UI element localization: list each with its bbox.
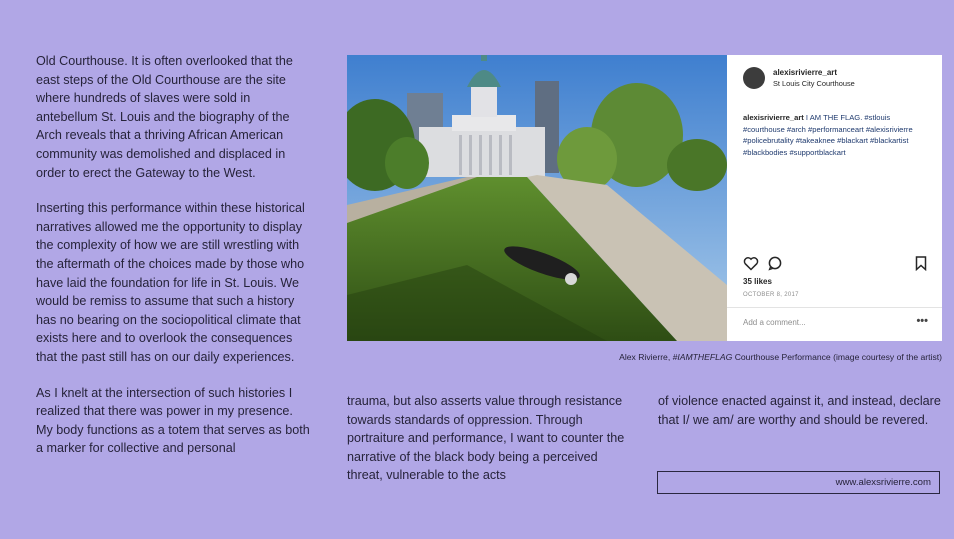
post-caption [743,112,933,158]
like-count: 35 likes [743,277,772,286]
instagram-post-panel [727,55,942,341]
caption-suffix: Courthouse Performance (image courtesy of the artist) [732,352,942,362]
post-date: OCTOBER 8, 2017 [743,292,799,298]
website-box [657,471,940,494]
paragraph: Old Courthouse. It is often overlooked that the east steps of the Old Courthouse are the site where hundreds of slaves were sold in antebellum St. Louis and the biography of the Arch reveals that a thriving African American community was demolished and displaced in order to erect the Gateway to the West. [36,54,293,180]
paragraph: trauma, but also asserts value through resistance towards standards of oppression. Through portraiture and performance, I want to counter the narrative of the black body being a perceived threat, vulnerable to the acts [347,394,625,483]
caption-prefix: Alex Rivierre, [619,352,673,362]
paragraph: of violence enacted against it, and instead, declare that I/ we am/ are worthy and should be revered. [658,394,941,427]
paragraph: As I knelt at the intersection of such histories I realized that there was power in my presence. My body functions as a totem that serves as both a marker for collective and personal [36,385,310,456]
caption-text: I AM THE FLAG. #stlouis #courthouse #arch #performanceart #alexisrivierre #policebrutality #takeaknee #blackart #blackartist #blackbodies #supportblackart [743,113,913,157]
text-column-1 [36,52,312,475]
figure-caption [347,352,942,362]
post-location: St Louis City Courthouse [773,79,855,88]
text-column-3 [658,392,948,446]
website-url: www.alexsrivierre.com [835,477,931,488]
comment-input: Add a comment... [743,318,806,327]
caption-username: alexisrivierre_art [743,113,804,122]
post-header [743,67,855,89]
text-column-2 [347,392,635,502]
post-username: alexisrivierre_art [773,68,838,77]
divider [727,307,942,308]
avatar [743,67,765,89]
caption-title: #IAMTHEFLAG [672,352,733,362]
courthouse-photo [347,55,727,341]
bookmark-icon [915,256,927,271]
post-actions [743,256,927,274]
heart-icon [743,256,759,271]
paragraph: Inserting this performance within these historical narratives allowed me the opportunity to display the complexity of how we are still wrestling with the aftermath of the choices made by those who have laid the foundation for life in St. Louis. We would be remiss to assume that such a history has no bearing on the sociopolitical climate that exists here and to overlook the consequences that the past still has on our daily experiences. [36,201,305,364]
comment-icon [767,256,783,271]
more-options-icon: ••• [916,315,928,327]
